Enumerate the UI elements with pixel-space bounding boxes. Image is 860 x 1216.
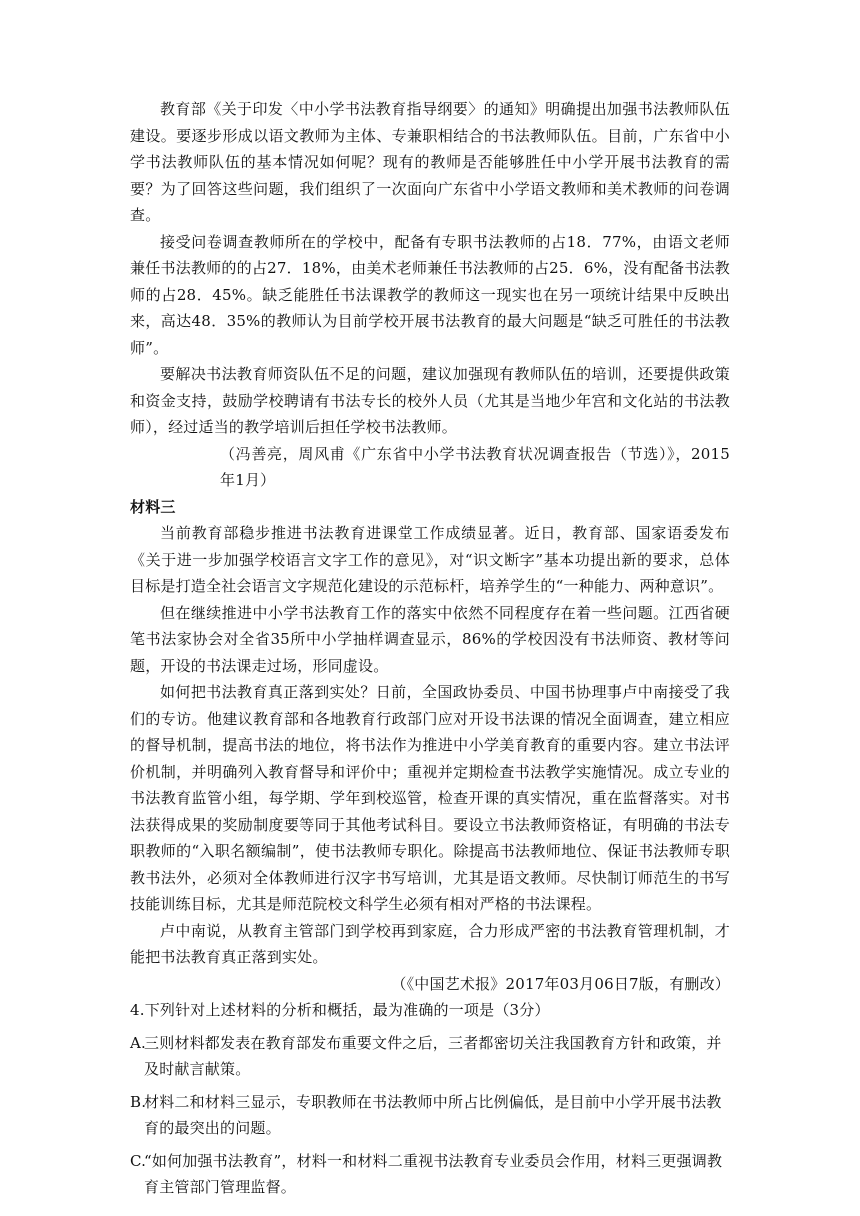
option-a-text: 三则材料都发表在教育部发布重要文件之后，三者都密切关注我国教育方针和政策，并及时献言献策。: [144, 1033, 722, 1078]
material3-paragraph-3: 如何把书法教育真正落到实处？日前，全国政协委员、中国书协理事卢中南接受了我们的专访。他建议教育部和各地教育行政部门应对开设书法课的情况全面调查，建立相应的督导机制，提高书法的地位，将书法作为推进中小学美育教育的重要内容。建立书法评价机制，并明确列入教育督导和评价中；重视并定期检查书法教学实施情况。成立专业的书法教育监管小组，每学期、学年到校巡管，检查开课的真实情况，重在监督落实。对书法获得成果的奖励制度要等同于其他考试科目。要设立书法教师资格证，有明确的书法专职教师的“入职名额编制”，使书法教师专职化。除提高书法教师地位、保证书法教师专职教书法外，必须对全体教师进行汉字书写培训，尤其是语文教师。尽快制订师范生的书写技能训练目标，尤其是师范院校文科学生必须有相对严格的书法课程。: [130, 683, 730, 913]
option-a-letter: A.: [130, 1033, 147, 1052]
option-a[interactable]: [130, 1030, 730, 1083]
option-b-text: 材料二和材料三显示，专职教师在书法教师中所占比例偏低，是目前中小学开展书法教育的最突出的问题。: [144, 1092, 722, 1137]
material2-paragraph-2: 接受问卷调查教师所在的学校中，配备有专职书法教师的占18．77%，由语文老师兼任书法教师的的占27．18%，由美术老师兼任书法教师的占25．6%，没有配备书法教师的占28．45%。缺乏能胜任书法课教学的教师这一现实也在另一项统计结果中反映出来，高达48．35%的教师认为目前学校开展书法教育的最大问题是“缺乏可胜任的书法教师”。: [130, 232, 730, 357]
material3-paragraph-2: 但在继续推进中小学书法教育工作的落实中依然不同程度存在着一些问题。江西省硬笔书法家协会对全省35所中小学抽样调查显示，86%的学校因没有书法师资、教材等问题，开设的书法课走过场，形同虚设。: [130, 603, 730, 675]
material3-heading: 材料三: [130, 497, 176, 516]
option-b-letter: B.: [130, 1092, 147, 1111]
option-c-text: “如何加强书法教育”，材料一和材料二重视书法教育专业委员会作用，材料三更强调教育主管部门管理监督。: [144, 1151, 723, 1196]
material3-paragraph-1: 当前教育部稳步推进书法教育进课堂工作成绩显著。近日，教育部、国家语委发布《关于进一步加强学校语言文字工作的意见》，对“识文断字”基本功提出新的要求，总体目标是打造全社会语言文字规范化建设的示范标杆，培养学生的“一种能力、两种意识”。: [130, 524, 730, 595]
question-stem: 4.下列针对上述材料的分析和概括，最为准确的一项是（3分）: [130, 1001, 550, 1019]
material2-source: （冯善亮，周风甫《广东省中小学书法教育状况调查报告（节选）》，2015年1月）: [220, 444, 730, 489]
option-b[interactable]: [130, 1089, 730, 1142]
document-content: [130, 96, 730, 1201]
option-c[interactable]: [130, 1148, 730, 1201]
material3-paragraph-4: 卢中南说，从教育主管部门到学校再到家庭，合力形成严密的书法教育管理机制，才能把书法教育真正落到实处。: [130, 921, 730, 966]
material2-paragraph-3: 要解决书法教育师资队伍不足的问题，建议加强现有教师队伍的培训，还要提供政策和资金支持，鼓励学校聘请有书法专长的校外人员（尤其是当地少年宫和文化站的书法教师），经过适当的教学培训后担任学校书法教师。: [130, 365, 730, 436]
option-c-letter: C.: [130, 1151, 147, 1170]
material2-paragraph-1: 教育部《关于印发〈中小学书法教育指导纲要〉的通知》明确提出加强书法教师队伍建设。要逐步形成以语文教师为主体、专兼职相结合的书法教师队伍。目前，广东省中小学书法教师队伍的基本情况如何呢？现有的教师是否能够胜任中小学开展书法教育的需要？为了回答这些问题，我们组织了一次面向广东省中小学语文教师和美术教师的问卷调查。: [130, 100, 730, 224]
material3-source: （《中国艺术报》2017年03月06日7版，有删改）: [391, 974, 730, 993]
